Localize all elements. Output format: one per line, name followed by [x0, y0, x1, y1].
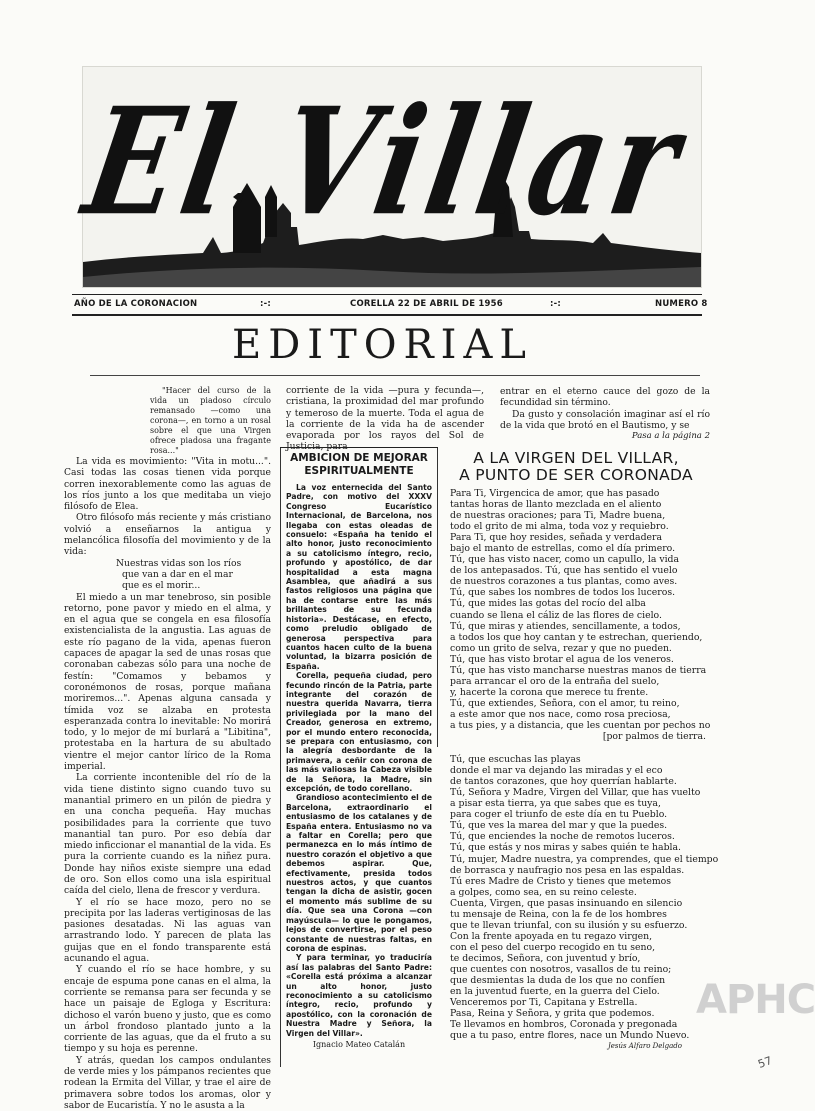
- year-label: AÑO DE LA CORONACION: [74, 299, 198, 309]
- poem-stanza: [450, 754, 719, 1042]
- poem-line: Tú, que miras y atiendes, sencillamente, a todos,: [450, 620, 681, 632]
- poem: [450, 488, 719, 1052]
- editorial-column-3: [500, 386, 710, 442]
- poem-line: tu mensaje de Reina, con la fe de los hombres: [450, 908, 667, 920]
- poem-line: Tú, que sabes los nombres de todos los luceros.: [450, 587, 676, 599]
- paragraph: El miedo a un mar tenebroso, sin posible retorno, pone pavor y miedo en el alma, y en el agua que se congela en esa filosofía existencialista de la angustia. Las aguas de este río pagano de la vida, apenas fueron capaces de apagar la sed de unas rosas que coronaban cabezas sólo para una noche de festín: "Comamos y bebamos y coronémonos de rosas, porque mañana moriremos...". Apenas alguna cansada y tímida voz se alzaba en protesta esperanzada contra lo inevitable: No morirá todo, y lo mejor de mí burlará a "Libitina", protestaba en la hartura de su abultado vientre el mejor cantor lírico de la Roma imperial.: [64, 591, 271, 773]
- poem-line: para coger el triunfo de este día en tu Pueblo.: [450, 809, 668, 821]
- poem-line: de los antepasados. Tú, que has sentido el vuelo: [450, 565, 678, 577]
- paragraph: Y cuando el río se hace hombre, y su encaje de espuma pone canas en el alma, la corriente se remansa para ser fecunda y se hace un paisaje de Egloga y Escritura: dichoso el varón bueno y justo, que es como un árbol frondoso plantado junto a la corriente de las aguas, que da el fruto a su tiempo y su hoja es perenne.: [64, 964, 271, 1055]
- poem-line: que desmientas la duda de los que no confíen: [450, 975, 666, 987]
- poem-line: Tú, que mides las gotas del rocío del alba: [450, 598, 646, 610]
- issue-number: NUMERO 8: [655, 299, 708, 309]
- info-bar: [72, 297, 708, 313]
- poem-line: a este amor que nos nace, como rosa preciosa,: [450, 708, 671, 720]
- poem-line: Para Ti, que hoy resides, señada y verdadera: [450, 532, 663, 544]
- poem-line: Tú, Señora y Madre, Virgen del Villar, que has vuelto: [450, 787, 701, 799]
- poem-line: para arrancar el oro de la entraña del suelo,: [450, 675, 660, 687]
- poem-line: con el peso del cuerpo recogido en tu seno,: [450, 941, 656, 953]
- poem-line: de nuestras oraciones; para Ti, Madre buena,: [450, 510, 666, 522]
- poem-line: Pasa, Reina y Señora, y grita que podemos.: [450, 1008, 655, 1020]
- paragraph: Y para terminar, yo traduciría así las palabras del Santo Padre: «Corella está próxima a alcanzar un alto honor, justo reconocimiento a su catolicismo íntegro, recio, profundo y apostólico, con la coronación de Nuestra Madre y Señora, la Virgen del Villar».: [286, 953, 432, 1038]
- poem-heading-line: A PUNTO DE SER CORONADA: [459, 465, 693, 484]
- poem-line: a pisar esta tierra, ya que sabes que es tuya,: [450, 798, 661, 810]
- poem-line: Tú, mujer, Madre nuestra, ya comprendes, que el tiempo: [450, 853, 719, 865]
- poem-line: donde el mar va dejando las miradas y el eco: [450, 765, 663, 777]
- poem-line: Te llevamos en hombros, Coronada y pregonada: [450, 1019, 678, 1031]
- poem-line: que te llevan triunfal, con su ilusión y su esfuerzo.: [450, 919, 688, 931]
- poem-heading-line: A LA VIRGEN DEL VILLAR,: [473, 449, 679, 467]
- poem-line: Tú, que escuchas las playas: [450, 754, 581, 766]
- poem-line: a tus pies, y a distancia, que les cuentan por pechos no: [450, 719, 711, 731]
- poem-line: a golpes, como sea, en su reino celeste.: [450, 886, 637, 898]
- paragraph: Corella, pequeña ciudad, pero fecundo rincón de la Patria, parte integrante del corazón de nuestra querida Navarra, tierra privilegiada por la mano del Creador, generosa en extremo, por el mundo entero reconocida, se prepara con entusiasmo, con la alegría desbordante de la primavera, a ceñir con corona de las más valiosas la Cabeza visible de la Señora, la Madre, sin excepción, de todo corellano.: [286, 671, 432, 793]
- article-box: [286, 448, 432, 1049]
- poem-line: todo el grito de mi alma, toda voz y requiebro.: [450, 521, 669, 533]
- poem-line: como un grito de selva, rezar y que no pueden.: [450, 642, 672, 654]
- poem-line: Cuenta, Virgen, que pasas insinuando en silencio: [450, 897, 683, 909]
- issue-date: CORELLA 22 DE ABRIL DE 1956: [350, 299, 503, 309]
- paragraph: La corriente incontenible del río de la vida tiene distinto signo cuando tuvo su manantial primero en un pilón de piedra y en una concha pequeña. Hay muchas posibilidades para la corriente que tuvo manantial tan puro. Por eso debía dar miedo inficcionar el manantial de la vida. Es pura la corriente cuando es la niñez pura. Donde hay niños existe siempre una edad de oro. Son ellos como una isla espiritual caída del cielo, llena de frescor y verdura.: [64, 772, 271, 897]
- poem-line: de tantos corazones, que hoy querrían hablarte.: [450, 776, 677, 788]
- poem-signature: Jesús Alfaro Delgado: [607, 1042, 682, 1051]
- article-heading: AMBICION DE MEJORAR ESPIRITUALMENTE: [290, 452, 428, 477]
- paragraph: La vida es movimiento: "Vita in motu...". Casi todas las cosas tienen vida porque corren inexorablemente como las aguas de los ríos junto a los que meditaba un viejo filósofo de Elea.: [64, 456, 271, 513]
- poem-line: cuando se llena el cáliz de las flores de cielo.: [450, 609, 662, 621]
- poem-line: Tú, que has visto nacer, como un capullo, la vida: [450, 554, 680, 566]
- paragraph: Y atrás, quedan los campos ondulantes de verde mies y los pámpanos recientes que rodean la Ermita del Villar, y trae el aire de primavera sobre todos los aromas, olor y sabor de Eucaristía. Y no le asusta a la: [64, 1054, 271, 1111]
- verse-line: Nuestras vidas son los ríos: [116, 557, 242, 569]
- verse-line: que van a dar en el mar: [122, 568, 233, 580]
- paragraph: corriente de la vida —pura y fecunda—, cristiana, la proximidad del mar profundo y temeroso de la muerte. Toda el agua de la corriente de la vida ha de ascender evaporada por los rayos del Sol de Justicia, para: [286, 385, 484, 453]
- epigraph-quote: "Hacer del curso de la vida un piadoso círculo remansado —como una corona—, en torno a un rosal sobre el que una Virgen ofrece piadosa una fragante rosa...": [150, 386, 271, 455]
- poem-line: en la juventud fuerte, en la guerra del Cielo.: [450, 986, 660, 998]
- poem-line: de nuestros corazones a tus plantas, como aves.: [450, 576, 678, 588]
- bottom-rule: [72, 314, 702, 316]
- paragraph: entrar en el eterno cauce del gozo de la fecundidad sin término.: [500, 386, 710, 409]
- poem-line: Tú, que estás y nos miras y sabes quién te habla.: [450, 842, 681, 854]
- editorial-column-1: [64, 386, 271, 1111]
- poem-line: que cuentes con nosotros, vasallos de tu reino;: [450, 963, 672, 975]
- poem-line: y, hacerte la corona que merece tu frente.: [450, 686, 649, 698]
- separator: :-:: [260, 299, 271, 309]
- column-divider: [280, 447, 281, 1067]
- masthead: [73, 66, 702, 288]
- archive-logo: APHC: [696, 977, 815, 1023]
- poem-line: de borrasca y naufragio nos pesa en las espaldas.: [450, 864, 685, 876]
- poem-line: Con la frente apoyada en tu regazo virgen,: [450, 930, 653, 942]
- poem-stanza: [450, 488, 712, 731]
- editorial-heading: EDITORIAL: [232, 322, 533, 368]
- paragraph: Grandioso acontecimiento el de Barcelona, extraordinario el entusiasmo de los catalanes y de España entera. Entusiasmo no va a faltar en Corella; pero que permanezca en lo más íntimo de nuestro corazón el objetivo a que debemos aspirar. Que, efectivamente, presida todos nuestros actos, y que cuantos tengan la dicha de asistir, gocen el momento más sublime de su día. Que sea una Corona —con mayúscula— lo que le pongamos, lejos de convertirse, por el peso constante de nuestras faltas, en corona de espinas.: [286, 793, 432, 953]
- poem-line: a todos los que hoy cantan y te estrechan, queriendo,: [450, 631, 703, 643]
- article-signature: Ignacio Mateo Catalán: [312, 1039, 406, 1049]
- top-rule: [72, 294, 702, 295]
- continued-note: Pasa a la página 2: [631, 431, 710, 442]
- heading-rule: [90, 375, 700, 376]
- paragraph: Y el río se hace mozo, pero no se precipita por las laderas vertiginosas de las pasiones desatadas. Ni las aguas van arrastrando lodo. Y parecen de plata las guijas que en el fondo transparente está acunando el agua.: [64, 896, 271, 965]
- poem-line: que a tu paso, entre flores, nace un Mundo Nuevo.: [450, 1030, 690, 1042]
- column-divider: [437, 447, 438, 747]
- paragraph: Otro filósofo más reciente y más cristiano volvió a enseñarnos la antigua y melancólica filosofía del movimiento y de la vida:: [64, 512, 271, 558]
- verse-line: que es el morir...: [122, 580, 201, 592]
- poem-line: Tú, que enciendes la noche de remotos luceros.: [450, 831, 675, 843]
- handwritten-page-number: 57: [756, 1053, 774, 1072]
- poem-line: te decimos, Señora, con juventud y brío,: [450, 952, 641, 964]
- stanza-gap: [450, 742, 712, 754]
- separator: :-:: [550, 299, 561, 309]
- poem-line: Para Ti, Virgencica de amor, que has pasado: [450, 488, 660, 499]
- poem-line: Tú, que has visto brotar el agua de los veneros.: [450, 653, 674, 665]
- poem-line: Tú eres Madre de Cristo y tienes que metemos: [450, 875, 672, 887]
- poem-line: bajo el manto de estrellas, como el día primero.: [450, 543, 676, 555]
- article-body: [286, 483, 432, 1038]
- paragraph: La voz enternecida del Santo Padre, con motivo del XXXV Congreso Eucarístico Internacional, de Barcelona, nos llegaba con estas oleadas de consuelo: «España ha tenido el alto honor, justo reconocimiento a su catolicismo íntegro, recio, profundo y apostólico, de dar hospitalidad a esta magna Asamblea, que añadirá a sus fastos religiosos una página que ha de contarse entre las más brillantes de su fecunda historia». Destácase, en efecto, como preludio obligado de generosa perspectiva para cuantos hacen culto de la buena voluntad, la bizarra posición de España.: [286, 483, 432, 671]
- poem-line: [por palmos de tierra.: [602, 731, 706, 743]
- editorial-column-2: [286, 385, 484, 453]
- paragraph: Da gusto y consolación imaginar así el río de la vida que brotó en el Bautismo, y se: [500, 408, 710, 431]
- poem-line: Tú, que has visto mancharse nuestras manos de tierra: [450, 664, 707, 676]
- poem-line: Tú, que ves la marea del mar y que la puedes.: [450, 820, 668, 832]
- poem-line: Venceremos por Ti, Capitana y Estrella.: [450, 997, 638, 1009]
- masthead-title: El Villar: [73, 74, 697, 249]
- poem-line: tantas horas de llanto mezclada en el aliento: [450, 499, 662, 511]
- poem-heading: [444, 450, 708, 483]
- poem-line: Tú, que extiendes, Señora, con el amor, tu reino,: [450, 697, 680, 709]
